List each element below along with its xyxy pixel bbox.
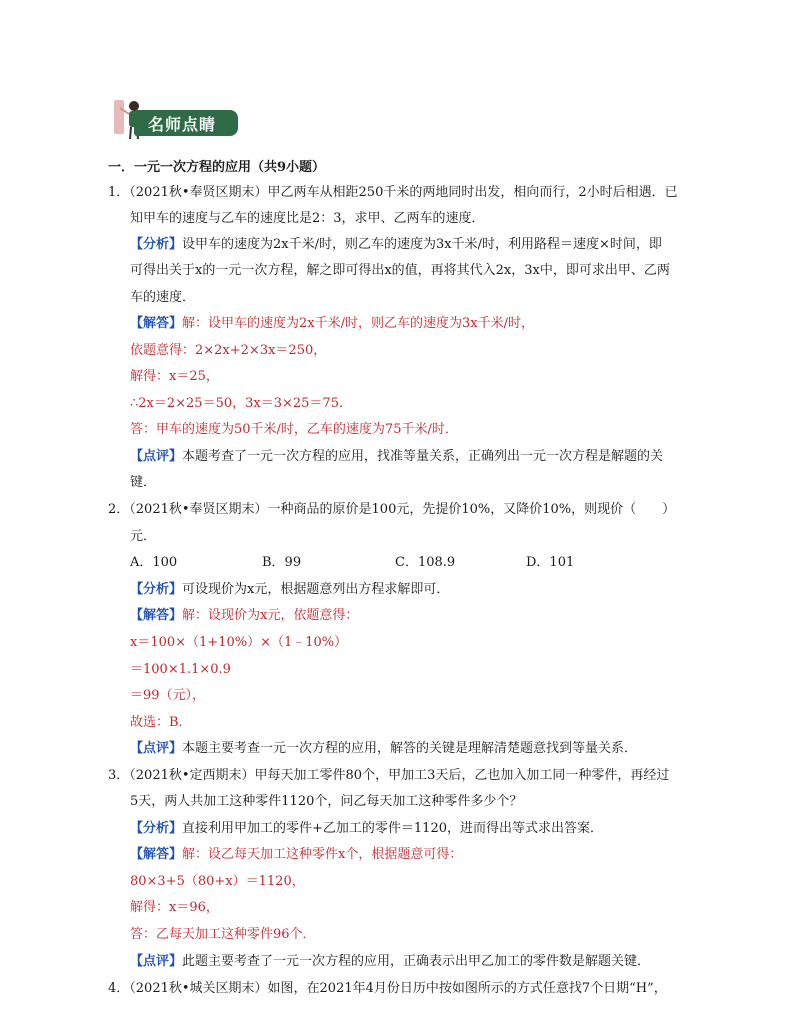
q1-analysis-line2: 可得出关于x的一元一次方程，解之即可得出x的值，再将其代入2x，3x中，即可求出甲、乙两: [130, 263, 670, 278]
q2-answer-line1: [130, 606, 358, 626]
q3-comment-tag: 【点评】: [130, 954, 183, 969]
q1-answer-tag: 【解答】: [130, 316, 183, 331]
q3-answer-tag: 【解答】: [130, 847, 183, 862]
q3-analysis-text1: 直接利用甲加工的零件+乙加工的零件＝1120，进而得出等式求出答案．: [182, 821, 603, 836]
q1-answer-line5: 答：甲车的速度为50千米/时，乙车的速度为75千米/时．: [130, 422, 458, 437]
q2-analysis-text1: 可设现价为x元，根据题意列出方程求解即可．: [182, 582, 450, 597]
q2-analysis-tag: 【分析】: [130, 582, 183, 597]
q1-comment-line1: [130, 447, 663, 467]
famous-teacher-badge: [108, 96, 240, 142]
q1-answer-line3: 解得：x＝25，: [130, 369, 219, 384]
q2-comment-tag: 【点评】: [130, 741, 183, 756]
q3-comment-text1: 此题主要考查了一元一次方程的应用，正确表示出甲乙加工的零件数是解题关键．: [182, 954, 651, 969]
q3-answer-line1: [130, 845, 462, 865]
q1-analysis-text1: 设甲车的速度为2x千米/时，则乙车的速度为3x千米/时，利用路程＝速度×时间，即: [182, 237, 662, 252]
q1-answer-line2: 依题意得：2×2x+2×3x＝250，: [130, 343, 327, 358]
q1-analysis-tag: 【分析】: [130, 237, 183, 252]
q2-answer-line2: x＝100×（1+10%）×（1﹣10%）: [130, 635, 348, 650]
q1-answer-text1: 解：设甲车的速度为2x千米/时，则乙车的速度为3x千米/时，: [182, 316, 534, 331]
q3-answer-line3: 解得：x＝96，: [130, 900, 219, 915]
q3-stem-line2: 5天，两人共加工这种零件1120个，问乙每天加工这种零件多少个？: [130, 794, 523, 809]
q1-answer-line1: [130, 314, 534, 334]
q2-analysis-line1: [130, 580, 449, 600]
q2-answer-line5: 故选：B．: [130, 715, 192, 730]
q2-answer-line3: ＝100×1.1×0.9: [130, 662, 231, 677]
q3-stem-line1: 3．（2021秋•定西期末）甲每天加工零件80个，甲加工3天后，乙也加入加工同一种零件，再经过: [108, 768, 670, 783]
q2-option-a: A．100: [130, 555, 178, 570]
q2-option-d: D．101: [526, 555, 575, 570]
q1-comment-text1: 本题考查了一元一次方程的应用，找准等量关系，正确列出一元一次方程是解题的关: [182, 449, 664, 464]
q1-analysis-line3: 车的速度．: [130, 290, 196, 305]
q2-answer-tag: 【解答】: [130, 608, 183, 623]
q4-stem-line1: 4．（2021秋•城关区期末）如图，在2021年4月份日历中按如图所示的方式任意找7个日期“H”，: [108, 981, 667, 996]
q2-answer-line4: ＝99（元），: [130, 688, 206, 703]
q1-stem-line1: 1．（2021秋•奉贤区期末）甲乙两车从相距250千米的两地同时出发，相向而行，2小时后相遇．已: [108, 185, 678, 200]
q2-comment-line1: [130, 739, 637, 759]
q2-comment-text1: 本题主要考查一元一次方程的应用，解答的关键是理解清楚题意找到等量关系．: [182, 741, 638, 756]
q3-analysis-line1: [130, 819, 603, 839]
q2-stem-line1: 2．（2021秋•奉贤区期末）一种商品的原价是100元，先提价10%，又降价10%，则现价（ ）: [108, 502, 676, 517]
q2-option-c: C．108.9: [395, 555, 456, 570]
q3-answer-line4: 答：乙每天加工这种零件96个．: [130, 927, 316, 942]
section-title: 一．一元一次方程的应用（共9小题）: [108, 160, 326, 175]
q1-comment-tag: 【点评】: [130, 449, 183, 464]
badge-label: 名师点睛: [148, 115, 217, 134]
q3-answer-text1: 解：设乙每天加工这种零件x个，根据题意可得：: [182, 847, 463, 862]
q1-analysis-line1: [130, 235, 662, 255]
q3-answer-line2: 80×3+5（80+x）＝1120，: [130, 874, 305, 889]
q2-answer-text1: 解：设现价为x元，依题意得：: [182, 608, 359, 623]
q2-stem-line2: 元．: [130, 529, 157, 544]
q2-option-b: B．99: [262, 555, 302, 570]
q1-answer-line4: ∴2x＝2×25＝50，3x＝3×25＝75．: [130, 396, 352, 411]
q3-analysis-tag: 【分析】: [130, 821, 183, 836]
q3-comment-line1: [130, 952, 650, 972]
q1-comment-line2: 键．: [130, 475, 157, 490]
q1-stem-line2: 知甲车的速度与乙车的速度比是2：3，求甲、乙两车的速度．: [130, 211, 485, 226]
